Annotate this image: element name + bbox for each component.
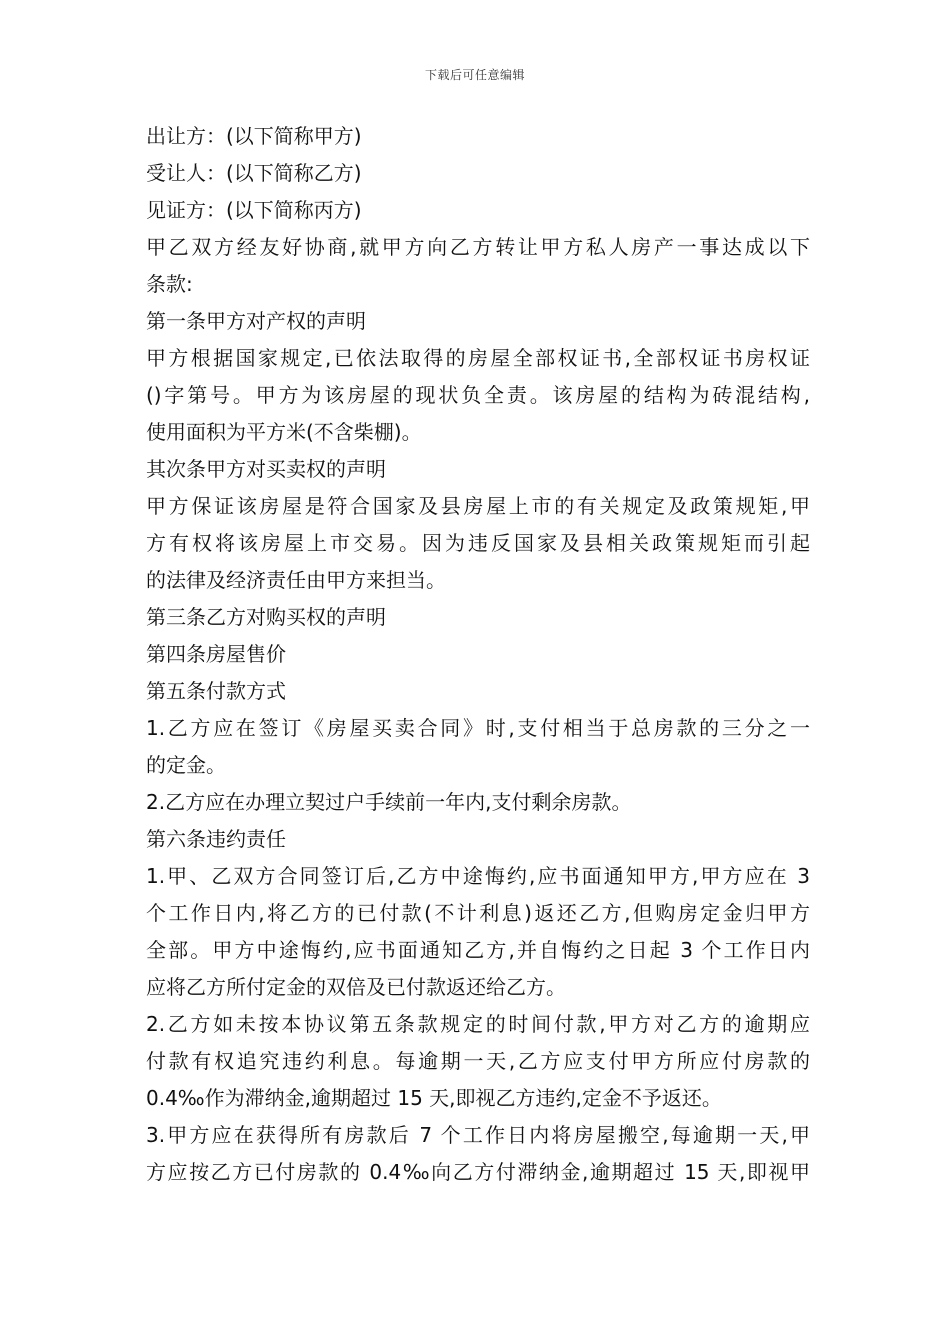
document-line: 2.乙方如未按本协议第五条款规定的时间付款,甲方对乙方的逾期应 [146,1012,810,1036]
document-body [146,118,810,1191]
document-line: 全部。甲方中途悔约,应书面通知乙方,并自悔约之日起 3 个工作日内 [146,938,810,962]
document-line: 出让方：(以下简称甲方) [146,124,362,148]
document-line: 1.甲、乙双方合同签订后,乙方中途悔约,应书面通知甲方,甲方应在 3 [146,864,810,888]
document-line: 的定金。 [146,753,226,777]
document-line: 0.4‰作为滞纳金,逾期超过 15 天,即视乙方违约,定金不予返还。 [146,1086,722,1110]
document-line: 条款: [146,272,193,296]
document-line: 甲方保证该房屋是符合国家及县房屋上市的有关规定及政策规矩,甲 [146,494,810,518]
document-line: 第六条违约责任 [146,827,286,851]
document-line: 2.乙方应在办理立契过户手续前一年内,支付剩余房款。 [146,790,632,814]
document-line: 付款有权追究违约利息。每逾期一天,乙方应支付甲方所应付房款的 [146,1049,810,1073]
document-line: 应将乙方所付定金的双倍及已付款返还给乙方。 [146,975,566,999]
document-line: 受让人：(以下简称乙方) [146,161,362,185]
document-line: 甲方根据国家规定,已依法取得的房屋全部权证书,全部权证书房权证 [146,346,810,370]
document-line: 第四条房屋售价 [146,642,286,666]
document-line: 使用面积为平方米(不含柴棚)。 [146,420,422,444]
document-line: 第三条乙方对购买权的声明 [146,605,386,629]
document-line: 甲乙双方经友好协商,就甲方向乙方转让甲方私人房产一事达成以下 [146,235,810,259]
document-line: 第五条付款方式 [146,679,286,703]
document-line: 其次条甲方对买卖权的声明 [146,457,386,481]
document-line: 3.甲方应在获得所有房款后 7 个工作日内将房屋搬空,每逾期一天,甲 [146,1123,810,1147]
document-line: 方有权将该房屋上市交易。因为违反国家及县相关政策规矩而引起 [146,531,810,555]
document-line: 1.乙方应在签订《房屋买卖合同》时,支付相当于总房款的三分之一 [146,716,810,740]
document-line: ()字第号。甲方为该房屋的现状负全责。该房屋的结构为砖混结构, [146,383,810,407]
document-line: 第一条甲方对产权的声明 [146,309,366,333]
document-line: 个工作日内,将乙方的已付款(不计利息)返还乙方,但购房定金归甲方 [146,901,810,925]
page-header-note: 下载后可任意编辑 [424,68,525,82]
document-line: 见证方：(以下简称丙方) [146,198,362,222]
document-line: 的法律及经济责任由甲方来担当。 [146,568,446,592]
document-line: 方应按乙方已付房款的 0.4‰向乙方付滞纳金,逾期超过 15 天,即视甲 [146,1160,810,1184]
